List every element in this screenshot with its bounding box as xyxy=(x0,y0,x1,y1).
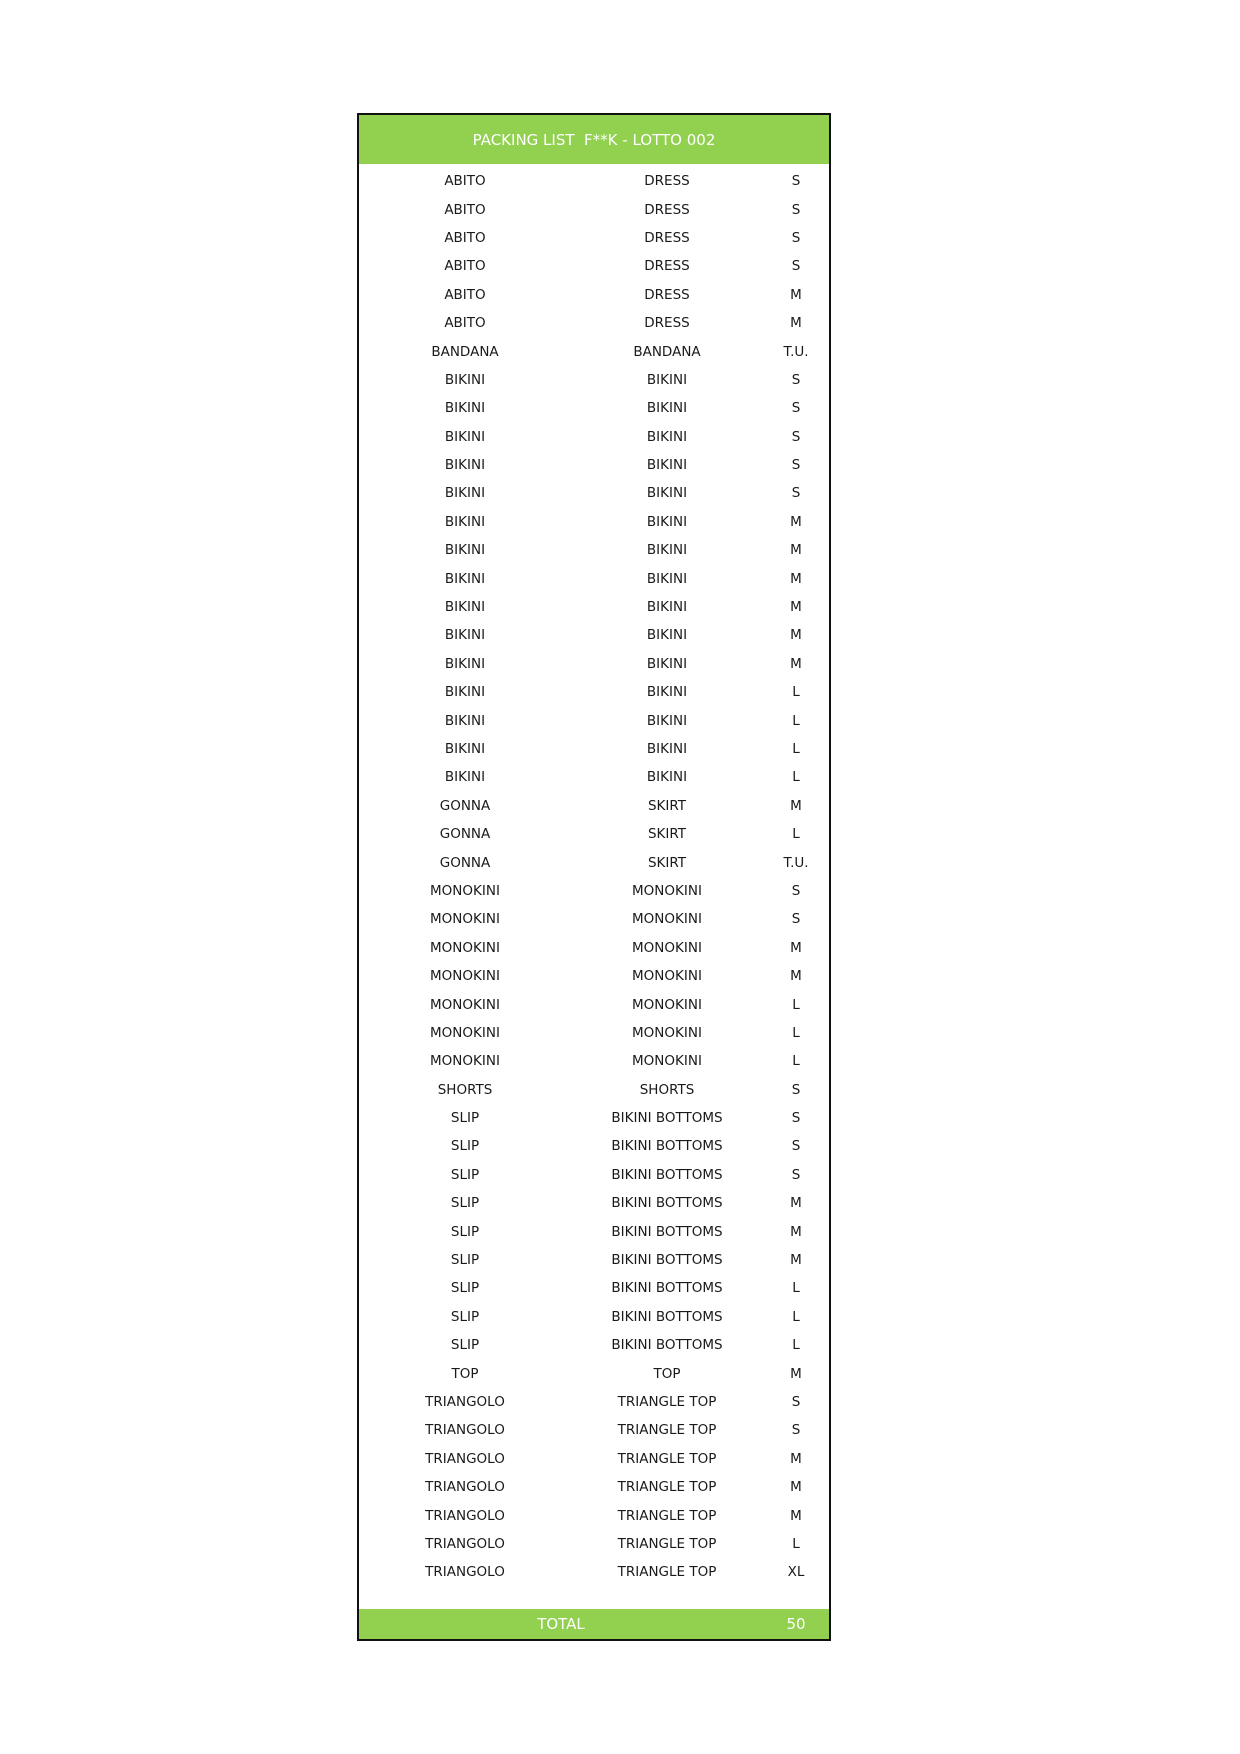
item-italian-name: ABITO xyxy=(444,229,486,246)
item-english-name: SKIRT xyxy=(647,854,687,871)
total-label: TOTAL xyxy=(537,1615,585,1633)
table-row xyxy=(359,1303,829,1331)
item-size: L xyxy=(792,684,800,701)
table-row xyxy=(359,848,829,876)
table-row xyxy=(359,1359,829,1387)
table-row xyxy=(359,763,829,791)
total-row xyxy=(359,1609,829,1639)
packing-list-table xyxy=(357,113,831,1641)
table-row xyxy=(359,536,829,564)
item-english-name: BIKINI xyxy=(646,513,688,530)
item-english-name: BIKINI xyxy=(646,684,688,701)
table-row xyxy=(359,593,829,621)
item-english-name: MONOKINI xyxy=(632,968,702,985)
item-size: S xyxy=(791,400,801,417)
table-row xyxy=(359,1132,829,1160)
item-size: M xyxy=(790,1223,802,1240)
item-english-name: BIKINI xyxy=(646,769,688,786)
item-size: M xyxy=(790,968,802,985)
item-english-name: MONOKINI xyxy=(632,911,702,928)
table-row xyxy=(359,1331,829,1359)
table-row xyxy=(359,1246,829,1274)
item-italian-name: ABITO xyxy=(444,201,486,218)
table-row xyxy=(359,934,829,962)
item-italian-name: BIKINI xyxy=(444,684,486,701)
item-english-name: DRESS xyxy=(644,258,690,275)
item-english-name: TRIANGLE TOP xyxy=(617,1535,717,1552)
item-italian-name: TOP xyxy=(451,1365,479,1382)
item-italian-name: GONNA xyxy=(439,797,491,814)
item-english-name: SHORTS xyxy=(639,1081,695,1098)
table-row xyxy=(359,1445,829,1473)
table-row xyxy=(359,337,829,365)
item-size: M xyxy=(790,1365,802,1382)
item-english-name: BIKINI xyxy=(646,457,688,474)
table-row xyxy=(359,309,829,337)
item-italian-name: TRIANGOLO xyxy=(425,1450,505,1467)
table-row xyxy=(359,1189,829,1217)
item-english-name: BIKINI xyxy=(646,741,688,757)
item-italian-name: MONOKINI xyxy=(430,911,500,928)
table-row xyxy=(359,508,829,536)
item-italian-name: ABITO xyxy=(444,173,486,190)
item-italian-name: BIKINI xyxy=(444,655,486,672)
table-row xyxy=(359,1217,829,1245)
table-row xyxy=(359,792,829,820)
item-size: S xyxy=(791,173,801,190)
table-row xyxy=(359,1501,829,1529)
item-size: L xyxy=(792,1053,800,1070)
item-english-name: BIKINI xyxy=(646,599,688,616)
item-size: S xyxy=(791,485,801,502)
item-size: M xyxy=(790,655,802,672)
item-size: S xyxy=(791,882,801,899)
table-row xyxy=(359,1388,829,1416)
item-size: M xyxy=(790,939,802,956)
packing-list-title: PACKING LIST F**K - LOTTO 002 xyxy=(359,115,829,164)
item-english-name: MONOKINI xyxy=(632,882,702,899)
item-english-name: BANDANA xyxy=(633,343,701,360)
item-italian-name: BANDANA xyxy=(431,343,499,360)
item-size: M xyxy=(790,1252,802,1269)
table-row xyxy=(359,281,829,309)
item-size: L xyxy=(792,741,800,757)
item-italian-name: SLIP xyxy=(450,1252,480,1269)
item-size: L xyxy=(792,1535,800,1552)
item-size: T.U. xyxy=(783,343,809,360)
table-row xyxy=(359,990,829,1018)
item-english-name: BIKINI BOTTOMS xyxy=(611,1166,723,1183)
table-row xyxy=(359,1558,829,1586)
item-italian-name: SHORTS xyxy=(437,1081,493,1098)
item-size: L xyxy=(792,826,800,843)
item-italian-name: BIKINI xyxy=(444,513,486,530)
table-row xyxy=(359,1019,829,1047)
item-italian-name: ABITO xyxy=(444,315,486,332)
item-italian-name: GONNA xyxy=(439,826,491,843)
item-size: S xyxy=(791,911,801,928)
item-italian-name: ABITO xyxy=(444,258,486,275)
table-row xyxy=(359,394,829,422)
item-size: S xyxy=(791,1393,801,1410)
item-italian-name: BIKINI xyxy=(444,599,486,616)
item-size: S xyxy=(791,1138,801,1155)
item-english-name: DRESS xyxy=(644,173,690,190)
item-english-name: MONOKINI xyxy=(632,1053,702,1070)
item-italian-name: TRIANGOLO xyxy=(425,1535,505,1552)
item-english-name: SKIRT xyxy=(647,797,687,814)
table-row xyxy=(359,621,829,649)
item-english-name: DRESS xyxy=(644,315,690,332)
item-size: S xyxy=(791,457,801,474)
item-italian-name: SLIP xyxy=(450,1195,480,1212)
item-english-name: BIKINI xyxy=(646,371,688,388)
table-row xyxy=(359,678,829,706)
item-italian-name: SLIP xyxy=(450,1280,480,1297)
item-english-name: BIKINI xyxy=(646,627,688,644)
item-italian-name: MONOKINI xyxy=(430,882,500,899)
item-english-name: BIKINI xyxy=(646,712,688,729)
item-size: M xyxy=(790,1507,802,1524)
item-size: S xyxy=(791,229,801,246)
item-size: M xyxy=(790,1195,802,1212)
item-size: L xyxy=(792,712,800,729)
item-english-name: TRIANGLE TOP xyxy=(617,1479,717,1496)
item-italian-name: SLIP xyxy=(450,1138,480,1155)
item-italian-name: MONOKINI xyxy=(430,939,500,956)
item-english-name: BIKINI xyxy=(646,570,688,587)
item-italian-name: BIKINI xyxy=(444,570,486,587)
item-english-name: TOP xyxy=(653,1365,681,1382)
table-row xyxy=(359,366,829,394)
item-english-name: TRIANGLE TOP xyxy=(617,1422,717,1439)
item-italian-name: MONOKINI xyxy=(430,1053,500,1070)
table-row xyxy=(359,962,829,990)
item-english-name: BIKINI BOTTOMS xyxy=(611,1308,723,1325)
item-italian-name: SLIP xyxy=(450,1337,480,1354)
item-size: S xyxy=(791,1422,801,1439)
item-size: L xyxy=(792,1337,800,1354)
item-italian-name: TRIANGOLO xyxy=(425,1393,505,1410)
item-italian-name: MONOKINI xyxy=(430,968,500,985)
item-italian-name: TRIANGOLO xyxy=(425,1507,505,1524)
item-italian-name: BIKINI xyxy=(444,371,486,388)
item-italian-name: BIKINI xyxy=(444,400,486,417)
total-value: 50 xyxy=(786,1615,806,1633)
item-italian-name: BIKINI xyxy=(444,428,486,445)
item-size: M xyxy=(790,542,802,559)
table-row xyxy=(359,905,829,933)
item-english-name: BIKINI BOTTOMS xyxy=(611,1337,723,1354)
table-row xyxy=(359,1274,829,1302)
item-english-name: BIKINI BOTTOMS xyxy=(611,1280,723,1297)
item-english-name: MONOKINI xyxy=(632,1024,702,1041)
item-english-name: BIKINI xyxy=(646,542,688,559)
table-row xyxy=(359,1047,829,1075)
table-row xyxy=(359,1530,829,1558)
item-english-name: BIKINI xyxy=(646,428,688,445)
item-english-name: BIKINI xyxy=(646,400,688,417)
item-italian-name: BIKINI xyxy=(444,457,486,474)
item-english-name: BIKINI BOTTOMS xyxy=(611,1223,723,1240)
item-size: T.U. xyxy=(783,854,809,871)
item-size: M xyxy=(790,1450,802,1467)
item-italian-name: SLIP xyxy=(450,1308,480,1325)
table-row xyxy=(359,877,829,905)
table-row xyxy=(359,195,829,223)
item-size: L xyxy=(792,1024,800,1041)
item-size: S xyxy=(791,201,801,218)
item-size: M xyxy=(790,797,802,814)
item-italian-name: BIKINI xyxy=(444,485,486,502)
table-row xyxy=(359,820,829,848)
item-italian-name: TRIANGOLO xyxy=(425,1564,505,1581)
item-size: M xyxy=(790,570,802,587)
item-size: L xyxy=(792,996,800,1013)
item-italian-name: BIKINI xyxy=(444,741,486,757)
item-italian-name: MONOKINI xyxy=(430,996,500,1013)
item-size: M xyxy=(790,627,802,644)
item-size: M xyxy=(790,513,802,530)
item-english-name: BIKINI xyxy=(646,485,688,502)
table-row xyxy=(359,650,829,678)
item-english-name: BIKINI BOTTOMS xyxy=(611,1195,723,1212)
item-italian-name: BIKINI xyxy=(444,769,486,786)
item-rows xyxy=(359,167,829,1587)
table-row xyxy=(359,1416,829,1444)
table-row xyxy=(359,564,829,592)
item-english-name: BIKINI BOTTOMS xyxy=(611,1138,723,1155)
item-size: L xyxy=(792,1308,800,1325)
table-row xyxy=(359,1161,829,1189)
item-english-name: SKIRT xyxy=(647,826,687,843)
item-size: S xyxy=(791,371,801,388)
item-italian-name: MONOKINI xyxy=(430,1024,500,1041)
item-italian-name: GONNA xyxy=(439,854,491,871)
table-row xyxy=(359,735,829,763)
item-english-name: TRIANGLE TOP xyxy=(617,1393,717,1410)
item-size: XL xyxy=(787,1564,805,1581)
item-english-name: BIKINI BOTTOMS xyxy=(611,1110,723,1127)
table-row xyxy=(359,167,829,195)
item-size: S xyxy=(791,1081,801,1098)
item-english-name: DRESS xyxy=(644,286,690,303)
item-english-name: DRESS xyxy=(644,201,690,218)
item-english-name: BIKINI xyxy=(646,655,688,672)
table-row xyxy=(359,451,829,479)
item-size: M xyxy=(790,1479,802,1496)
table-row xyxy=(359,1076,829,1104)
item-english-name: TRIANGLE TOP xyxy=(617,1564,717,1581)
table-row xyxy=(359,423,829,451)
item-size: S xyxy=(791,1110,801,1127)
item-size: M xyxy=(790,315,802,332)
table-row xyxy=(359,1473,829,1501)
item-english-name: MONOKINI xyxy=(632,939,702,956)
table-row xyxy=(359,224,829,252)
item-english-name: DRESS xyxy=(644,229,690,246)
item-size: L xyxy=(792,769,800,786)
item-italian-name: BIKINI xyxy=(444,542,486,559)
item-italian-name: SLIP xyxy=(450,1223,480,1240)
table-row xyxy=(359,479,829,507)
item-english-name: BIKINI BOTTOMS xyxy=(611,1252,723,1269)
item-size: M xyxy=(790,599,802,616)
item-size: S xyxy=(791,258,801,275)
item-english-name: MONOKINI xyxy=(632,996,702,1013)
item-english-name: TRIANGLE TOP xyxy=(617,1507,717,1524)
table-row xyxy=(359,1104,829,1132)
item-italian-name: SLIP xyxy=(450,1166,480,1183)
item-size: M xyxy=(790,286,802,303)
item-italian-name: BIKINI xyxy=(444,627,486,644)
item-italian-name: TRIANGOLO xyxy=(425,1479,505,1496)
item-italian-name: SLIP xyxy=(450,1110,480,1127)
item-size: S xyxy=(791,428,801,445)
item-italian-name: ABITO xyxy=(444,286,486,303)
item-size: S xyxy=(791,1166,801,1183)
item-english-name: TRIANGLE TOP xyxy=(617,1450,717,1467)
item-italian-name: BIKINI xyxy=(444,712,486,729)
item-size: L xyxy=(792,1280,800,1297)
item-italian-name: TRIANGOLO xyxy=(425,1422,505,1439)
table-row xyxy=(359,706,829,734)
table-row xyxy=(359,252,829,280)
